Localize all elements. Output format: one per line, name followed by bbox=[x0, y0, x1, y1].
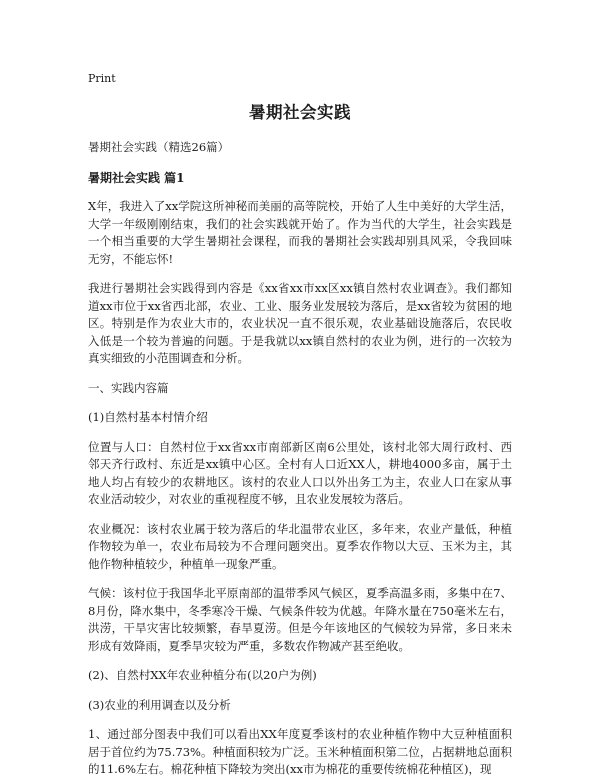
print-label: Print bbox=[88, 72, 116, 85]
paragraph-topic: 我进行暑期社会实践得到内容是《xx省xx市xx区xx镇自然村农业调查》。我们都知道xx市位于xx省西北部，农业、工业、服务业发展较为落后，是xx省较为贫困的地区。特别是作为农业大市的，农业状况一直不很乐观，农业基础设施落后，农民收入低是一个较为普遍的问题。于是我就以xx镇自然村的农业为例，进行的一次较为真实细致的小范围调查和分析。 bbox=[88, 281, 512, 365]
paragraph-analysis-1: 1、通过部分图表中我们可以看出XX年度夏季该村的农业种植作物中大豆种植面积居于首位约为75.73%。种植面积较为广泛。玉米种植面积第二位，占据耕地总面积的11.6%左右。棉花种植下降较为突出(xx市为棉花的重要传统棉花种植区)，现 bbox=[88, 727, 512, 776]
paragraph-climate: 气候：该村位于我国华北平原南部的温带季风气候区，夏季高温多雨，多集中在7、8月份，降水集中，冬季寒冷干燥、气候条件较为优越。年降水量在750毫米左右，洪涝，干旱灾害比较频繁，春旱夏涝。但是今年该地区的气候较为异常，多日来未形成有效降雨，夏季旱灾较为严重，多数农作物减产甚至绝收。 bbox=[88, 586, 512, 653]
document-subtitle: 暑期社会实践（精选26篇） bbox=[88, 140, 230, 154]
heading-planting-distribution: (2)、自然村XX年农业种植分布(以20户为例) bbox=[88, 668, 317, 682]
heading-land-use-analysis: (3)农业的利用调查以及分析 bbox=[88, 697, 231, 712]
heading-village-intro: (1)自然村基本村情介绍 bbox=[88, 410, 208, 424]
section-heading: 暑期社会实践 篇1 bbox=[88, 171, 185, 185]
document-title: 暑期社会实践 bbox=[249, 103, 351, 122]
paragraph-location-population: 位置与人口：自然村位于xx省xx市南部新区南6公里处，该村北邻大周行政村、西邻天齐行政村、东近是xx镇中心区。全村有人口近XX人，耕地4000多亩，属于土地人均占有较少的农耕地区。该村的农业人口以外出务工为主，农业人口在家从事农业活动较少，对农业的重视程度不够，且农业发展较为落后。 bbox=[88, 439, 512, 506]
paragraph-agriculture-overview: 农业概况：该村农业属于较为落后的华北温带农业区，多年来，农业产量低，种植作物较为单一，农业布局较为不合理问题突出。夏季农作物以大豆、玉米为主，其他作物种植较少，种植单一现象严重。 bbox=[88, 521, 512, 571]
heading-practice-content: 一、实践内容篇 bbox=[88, 380, 169, 395]
paragraph-intro: X年，我进入了xx学院这所神秘而美丽的高等院校，开始了人生中美好的大学生活，大学一年级刚刚结束，我们的社会实践就开始了。作为当代的大学生，社会实践是一个相当重要的大学生暑期社会课程，而我的暑期社会实践却别具风采，令我回味无穷，不能忘怀! bbox=[88, 199, 512, 266]
